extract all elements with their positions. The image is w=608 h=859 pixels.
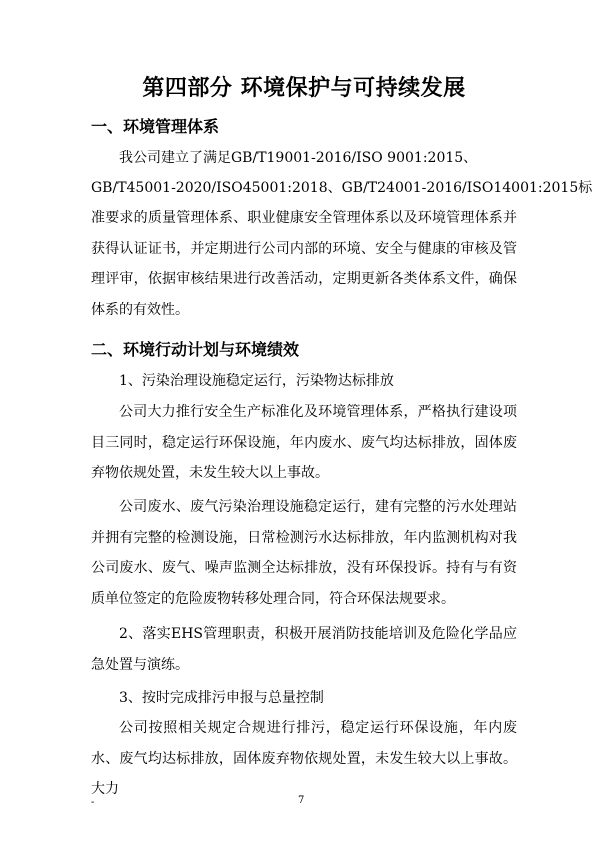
- section1-line-1: 我公司建立了满足GB/T19001-2016/ISO 9001:2015、: [119, 150, 478, 166]
- section1-paragraph: 准要求的质量管理体系、职业健康安全管理体系以及环境管理体系并获得认证证书，并定期进行公司内部的环境、安全与健康的审核及管理评审，依据审核结果进行改善活动，定期更新各类体系文件，确保体系的有效性。: [91, 210, 517, 318]
- paragraph-emission-compliance: 公司按照相关规定合规进行排污，稳定运行环保设施，年内废水、废气均达标排放，固体废弃物依规处置，未发生较大以上事故。大力: [91, 720, 517, 797]
- list-item-pollution-control: 1、污染治理设施稳定运行，污染物达标排放: [119, 373, 394, 389]
- section-heading-environmental-action-plan: 二、环境行动计划与环境绩效: [91, 340, 300, 359]
- paragraph-safety-standardization: 公司大力推行安全生产标准化及环境管理体系，严格执行建设项目三同时，稳定运行环保设施，年内废水、废气均达标排放，固体废弃物依规处置，未发生较大以上事故。: [91, 404, 517, 481]
- list-item-emission-declaration: 3、按时完成排污申报与总量控制: [119, 690, 324, 706]
- footer-mark: -: [91, 797, 95, 808]
- section1-line-2: GB/T45001-2020/ISO45001:2018、GB/T24001-2016/ISO14001:2015标: [91, 180, 593, 196]
- page-title: 第四部分 环境保护与可持续发展: [142, 75, 466, 101]
- page-number: 7: [298, 795, 305, 806]
- paragraph-wastewater-treatment: 公司废水、废气污染治理设施稳定运行，建有完整的污水处理站并拥有完整的检测设施，日常检测污水达标排放，年内监测机构对我公司废水、废气、噪声监测全达标排放，没有环保投诉。持有与有资质单位签定的危险废物转移处理合同，符合环保法规要求。: [91, 499, 517, 607]
- section-heading-environmental-management-system: 一、环境管理体系: [91, 117, 220, 136]
- list-item-ehs-responsibility: 2、落实EHS管理职责，积极开展消防技能培训及危险化学品应急处置与演练。: [91, 626, 517, 673]
